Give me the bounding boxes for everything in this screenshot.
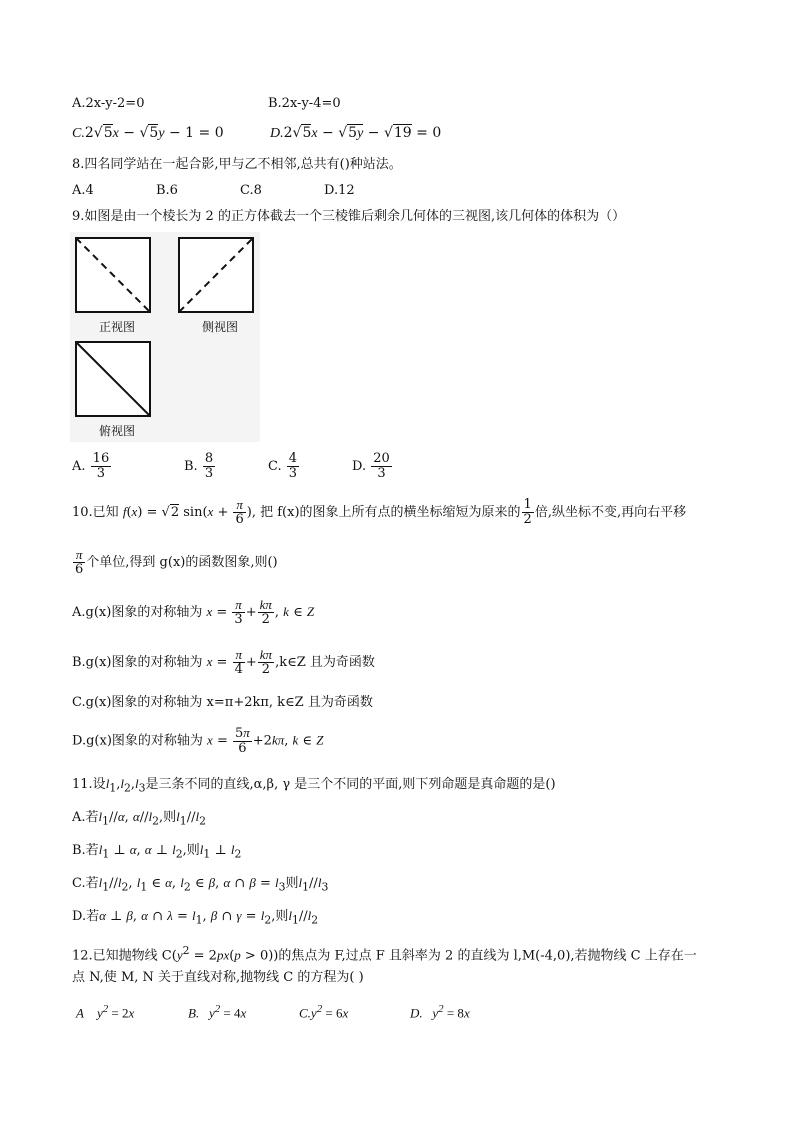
q8-option-b: B.6 [156, 183, 178, 198]
q11-then-d: 则 [275, 909, 289, 924]
q10-option-a: A.g(x)图象的对称轴为 x = $\frac{\pi}{3}$ + $\frac{k\pi}{2}$ , k ∈ Z [72, 597, 315, 627]
q10-option-c: C.g(x)图象的对称轴为 x=π+2kπ, k∈Z 且为奇函数 [72, 695, 373, 710]
q12-option-c: $C.y^2 = 6x$ [299, 1003, 349, 1021]
q12-option-d-letter: D. [410, 1005, 423, 1021]
q11-stem: 11.设$l_1,l_2,l_3$是三条不同的直线,α,β, γ 是三个不同的平面,则下列命题是真命题的是() [72, 776, 556, 795]
q9-option-a [72, 452, 112, 481]
q10-option-a-text: A.g(x)图象的对称轴为 [72, 605, 203, 620]
q9-option-a-letter: A. [72, 459, 86, 474]
q7-option-d-letter: D. [270, 126, 284, 141]
q8-option-d: D.12 [324, 183, 355, 198]
q10-stem-line2-text: 个单位,得到 g(x)的函数图象,则() [86, 555, 278, 570]
q7-option-c: C.2√5x − √5y − 1 = 0 [72, 125, 224, 141]
q11-option-d: D.若α ⊥ β, α ∩ $\lambda = l_1$, β ∩ $\gamma = l_2$,则$l_1//l_2$ [72, 908, 319, 927]
q10-option-b-tail: k∈Z 且为奇函数 [279, 655, 375, 670]
q11-option-a: A.若$l_1//\alpha$, $\alpha//l_2$,则$l_1//l_2$ [72, 809, 206, 828]
q10-option-b: B.g(x)图象的对称轴为 x = $\frac{\pi}{4}$ + $\frac{k\pi}{2}$ ,k∈Z 且为奇函数 [72, 647, 375, 677]
q12-option-b-letter: B. [188, 1005, 200, 1021]
q8-option-c: C.8 [240, 183, 262, 198]
q9-stem: 9.如图是由一个棱长为 2 的正方体截去一个三棱锥后剩余几何体的三视图,该几何体的体积为（） [72, 209, 626, 224]
q11-option-c: C.若$l_1//l_2$, $l_1$ ∈ α, $l_2$ ∈ β, α ∩ $\beta = l_3$则$l_1//l_3$ [72, 875, 329, 894]
q7-option-b: B.2x-y-4=0 [268, 96, 341, 111]
side-view-label: 侧视图 [201, 320, 238, 334]
q9-option-b [184, 452, 216, 481]
q11-option-b: B.若$l_1$ ⊥ α, α ⊥ $l_2$,则$l_1$ ⊥ $l_2$ [72, 842, 242, 861]
q12-stem-line1: 12.已知抛物线 $C(y^2 = 2px(p > 0))$的焦点为 F,过点 F 且斜率为 2 的直线为 l,M(-4,0),若抛物线 C 上存在一 [72, 944, 697, 964]
q11-option-b-prefix: B.若 [72, 843, 99, 858]
q11-option-a-prefix: A.若 [72, 810, 99, 825]
q9-option-d [352, 452, 393, 481]
q12-option-d: D. $y^2 = 8x$ [410, 1003, 470, 1021]
q12-stem-part-b: )的焦点为 F,过点 F 且斜率为 2 的直线为 l,M(-4,0),若抛物线 C 上存在一 [273, 948, 697, 964]
q10-stem-mid2: 倍,纵坐标不变,再向右平移 [534, 505, 687, 520]
q8-option-a: A.4 [72, 183, 94, 198]
q12-option-c-letter: C. [299, 1005, 311, 1021]
q9-option-b-fraction: $\frac{8}{3}$ [204, 451, 214, 481]
q10-option-d: D.g(x)图象的对称轴为 x = $\frac{5\pi}{6}$ +2kπ, k ∈ Z [72, 725, 324, 756]
q12-stem-line2: 点 N,使 M, N 关于直线对称,抛物线 C 的方程为( ) [72, 970, 364, 985]
q11-then-b: 则 [186, 843, 200, 858]
q9-option-b-letter: B. [184, 459, 198, 474]
q11-stem-tail: 是三条不同的直线,α,β, γ 是三个不同的平面,则下列命题是真命题的是() [145, 777, 556, 792]
q9-option-c-fraction: $\frac{4}{3}$ [288, 451, 298, 481]
top-view [76, 342, 150, 416]
q11-then-c: 则 [285, 876, 299, 891]
q11-option-d-prefix: D.若 [72, 909, 100, 924]
q11-stem-prefix: 11.设 [72, 777, 106, 792]
q12-option-a-letter: A [76, 1005, 84, 1021]
q9-option-c [268, 452, 300, 481]
q7-option-c-letter: C. [72, 126, 85, 141]
q12-option-a: A $y^2 = 2x$ [76, 1003, 135, 1021]
q7-option-d: D.2√5x − √5y − √19 = 0 [270, 125, 442, 141]
top-view-label: 俯视图 [98, 424, 135, 438]
q9-option-d-fraction: $\frac{20}{3}$ [373, 451, 390, 481]
q9-option-a-fraction: $\frac{16}{3}$ [92, 451, 110, 481]
q7-option-a: A.2x-y-2=0 [72, 96, 145, 111]
q11-then-a: 则 [163, 810, 177, 825]
three-view-figure [70, 232, 260, 442]
q12-stem-part-a: 12.已知抛物线 C( [72, 948, 177, 964]
q10-prefix: 10.已知 [72, 505, 119, 520]
q11-option-c-prefix: C.若 [72, 876, 99, 891]
q10-option-b-text: B.g(x)图象的对称轴为 [72, 655, 203, 670]
q10-option-d-text: D.g(x)图象的对称轴为 [72, 733, 203, 749]
q8-stem: 8.四名同学站在一起合影,甲与乙不相邻,总共有()种站法。 [72, 157, 402, 172]
q9-option-d-letter: D. [352, 459, 367, 474]
front-view [76, 238, 150, 312]
q10-stem-mid1: , 把 f(x)的图象上所有点的横坐标缩短为原来的 [251, 505, 521, 520]
front-view-label: 正视图 [98, 320, 135, 334]
q12-option-b: B. $y^2 = 4x$ [188, 1003, 247, 1021]
q10-stem-line2: $\frac{\pi}{6}$ 个单位,得到 g(x)的函数图象,则() [75, 547, 278, 577]
q9-option-c-letter: C. [268, 459, 282, 474]
q10-stem-line1: 10.已知 f(x) = √2 sin(x + $\frac{\pi}{6}$ ), 把 f(x)的图象上所有点的横坐标缩短为原来的 $\frac{1}{2}$ 倍,纵坐标不变,再向右平移 [72, 497, 687, 527]
side-view [179, 238, 253, 312]
